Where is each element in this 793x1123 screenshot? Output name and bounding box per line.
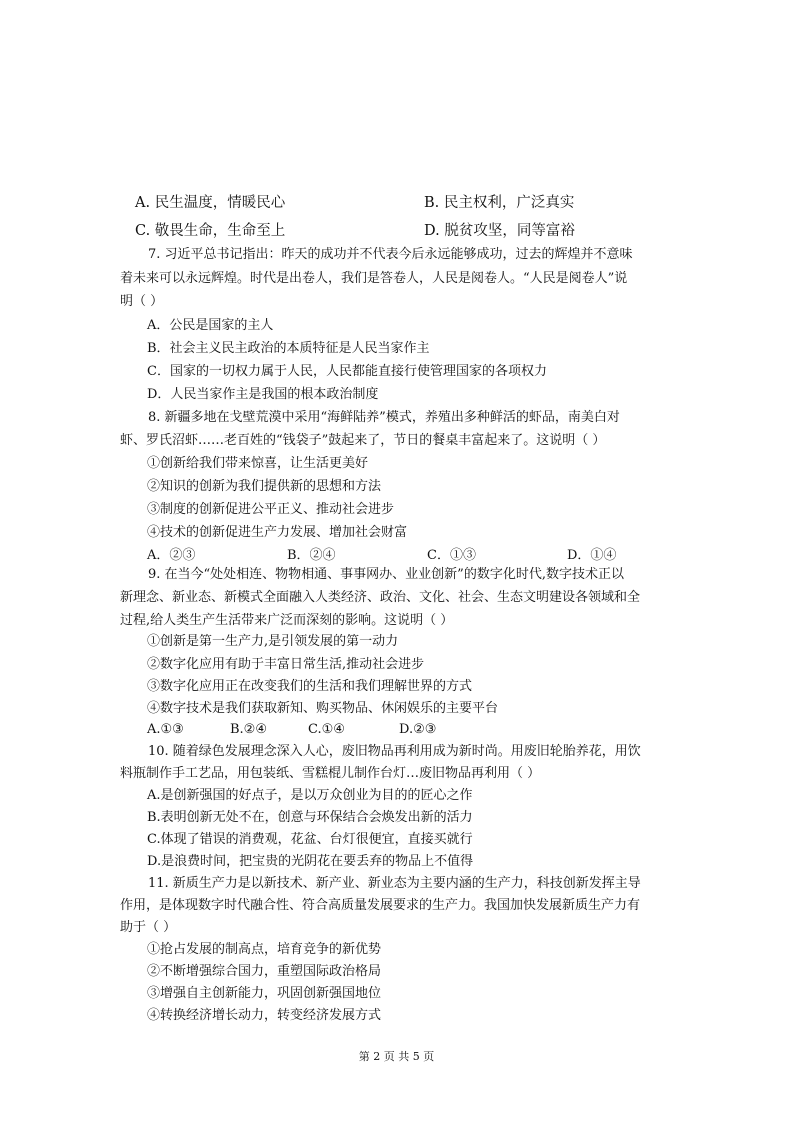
q7-stem-line-1: 7. 习近平总书记指出：昨天的成功并不代表今后永远能够成功，过去的辉煌并不意味: [148, 247, 633, 262]
q8-item-2: ②知识的创新为我们提供新的思想和方法: [147, 479, 382, 494]
q9-item-4: ④数字技术是我们获取新知、购买物品、休闲娱乐的主要平台: [147, 701, 499, 716]
q7-option-d: D．人民当家作主是我国的根本政治制度: [147, 387, 379, 402]
q11-stem-line-2: 作用，是体现数字时代融合性、符合高质量发展要求的生产力。我国加快发展新质生产力有: [120, 898, 641, 913]
q6-option-c: C. 敬畏生命，生命至上: [135, 223, 286, 239]
q6-option-d: D. 脱贫攻坚，同等富裕: [424, 223, 575, 239]
q7-stem-line-3: 明（ ）: [120, 294, 164, 309]
q8-stem-line-2: 虾、罗氏沼虾……老百姓的“钱袋子”鼓起来了，节日的餐桌丰富起来了。这说明（ ）: [120, 433, 606, 448]
q11-item-1: ①抢占发展的制高点，培育竞争的新优势: [147, 942, 382, 957]
q9-choice-a: A.①③: [147, 722, 184, 737]
q6-option-b: B. 民主权利，广泛真实: [424, 195, 575, 211]
q9-stem-line-1: 9. 在当今“处处相连、物物相通、事事网办、业业创新”的数字化时代,数字技术正以: [148, 567, 624, 582]
q11-item-2: ②不断增强综合国力，重塑国际政治格局: [147, 964, 382, 979]
q10-option-d: D.是浪费时间，把宝贵的光阴花在要丢弃的物品上不值得: [147, 854, 474, 869]
q11-stem-line-1: 11. 新质生产力是以新技术、新产业、新业态为主要内涵的生产力，科技创新发挥主导: [148, 876, 641, 891]
q9-item-3: ③数字化应用正在改变我们的生活和我们理解世界的方式: [147, 679, 473, 694]
q8-item-1: ①创新给我们带来惊喜，让生活更美好: [147, 456, 369, 471]
q10-option-c: C.体现了错误的消费观，花盆、台灯很便宜，直接买就行: [147, 832, 473, 847]
q10-option-a: A.是创新强国的好点子，是以万众创业为目的的匠心之作: [147, 788, 473, 803]
q8-item-4: ④技术的创新促进生产力发展、增加社会财富: [147, 525, 408, 540]
q8-choice-a: A．②③: [147, 548, 196, 563]
q10-option-b: B.表明创新无处不在，创意与环保结合会焕发出新的活力: [147, 810, 473, 825]
q8-choice-d: D．①④: [567, 548, 617, 563]
q8-choice-b: B．②④: [287, 548, 336, 563]
q8-item-3: ③制度的创新促进公平正义、推动社会进步: [147, 502, 395, 517]
q10-stem-line-1: 10. 随着绿色发展理念深入人心，废旧物品再利用成为新时尚。用废旧轮胎养花，用饮: [148, 744, 641, 759]
q7-option-b: B．社会主义民主政治的本质特征是人民当家作主: [147, 341, 430, 356]
q9-item-2: ②数字化应用有助于丰富日常生活,推动社会进步: [147, 657, 425, 672]
q9-stem-line-3: 过程,给人类生产生活带来广泛而深刻的影响。这说明（ ）: [120, 613, 454, 628]
q10-stem-line-2: 料瓶制作手工艺品，用包装纸、雪糕棍儿制作台灯…废旧物品再利用（ ）: [120, 766, 541, 781]
q9-choice-c: C.①④: [308, 722, 345, 737]
q7-option-a: A．公民是国家的主人: [147, 318, 274, 333]
page-number-footer: 第 2 页 共 5 页: [358, 1050, 435, 1063]
q7-stem-line-2: 着未来可以永远辉煌。时代是出卷人，我们是答卷人，人民是阅卷人。“人民是阅卷人”说: [120, 271, 628, 286]
q11-item-3: ③增强自主创新能力，巩固创新强国地位: [147, 986, 382, 1001]
q9-choice-b: B.②④: [230, 722, 267, 737]
q11-item-4: ④转换经济增长动力，转变经济发展方式: [147, 1008, 382, 1023]
q9-item-1: ①创新是第一生产力,是引领发展的第一动力: [147, 634, 399, 649]
q8-choice-c: C．①③: [427, 548, 476, 563]
q6-option-a: A. 民生温度，情暖民心: [135, 195, 286, 211]
q9-stem-line-2: 新理念、新业态、新模式全面融入人类经济、政治、文化、社会、生态文明建设各领域和全: [120, 590, 641, 605]
q7-option-c: C．国家的一切权力属于人民，人民都能直接行使管理国家的各项权力: [147, 364, 547, 379]
q9-choice-d: D.②③: [399, 722, 437, 737]
q8-stem-line-1: 8. 新疆多地在戈壁荒漠中采用“海鲜陆养”模式，养殖出多种鲜活的虾品，南美白对: [148, 410, 620, 425]
q11-stem-line-3: 助于（ ）: [120, 920, 177, 935]
